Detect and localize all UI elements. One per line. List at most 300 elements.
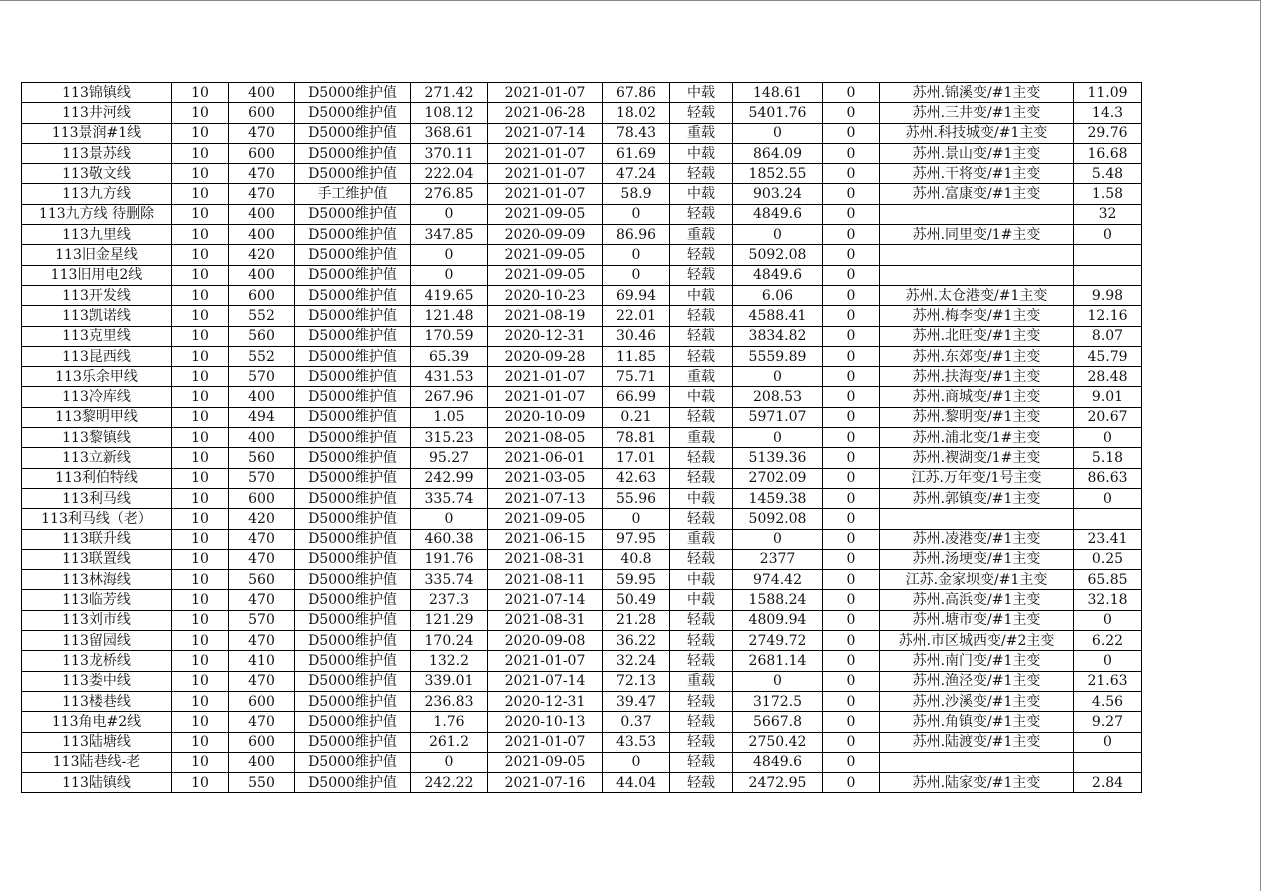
load-level-cell: 重载 [670,123,733,143]
rated-current-cell: 400 [229,204,295,224]
date-cell: 2021-03-05 [488,468,603,488]
load-rate-cell: 42.63 [603,468,670,488]
current-cell: 370.11 [411,143,488,163]
source-cell: D5000维护值 [295,509,411,529]
transformer-cell: 苏州.角镇变/#1主变 [880,712,1074,732]
rated-current-cell: 494 [229,407,295,427]
voltage-cell: 10 [172,103,229,123]
table-row [22,204,1142,224]
source-cell: D5000维护值 [295,387,411,407]
voltage-cell: 10 [172,509,229,529]
line-name-cell: 113利伯特线 [22,468,172,488]
current-cell: 0 [411,509,488,529]
table-row [22,509,1142,529]
line-name-cell: 113乐余甲线 [22,367,172,387]
overload-count-cell: 0 [823,83,880,103]
date-cell: 2021-07-14 [488,671,603,691]
load-level-cell: 轻载 [670,773,733,793]
rated-current-cell: 560 [229,570,295,590]
load-rate-cell: 0 [603,204,670,224]
rated-current-cell: 470 [229,590,295,610]
line-name-cell: 113利马线 [22,488,172,508]
rated-current-cell: 570 [229,468,295,488]
date-cell: 2020-12-31 [488,691,603,711]
source-cell: D5000维护值 [295,468,411,488]
source-cell: D5000维护值 [295,367,411,387]
current-cell: 1.05 [411,407,488,427]
current-cell: 108.12 [411,103,488,123]
overload-count-cell: 0 [823,285,880,305]
source-cell: D5000维护值 [295,164,411,184]
table-row [22,306,1142,326]
current-cell: 191.76 [411,549,488,569]
overload-count-cell: 0 [823,712,880,732]
margin-cell: 2472.95 [733,773,823,793]
overload-count-cell: 0 [823,123,880,143]
load-rate-cell: 78.81 [603,428,670,448]
current-cell: 0 [411,245,488,265]
voltage-cell: 10 [172,184,229,204]
date-cell: 2021-01-07 [488,387,603,407]
rated-current-cell: 400 [229,752,295,772]
overload-count-cell: 0 [823,265,880,285]
margin-cell: 5092.08 [733,245,823,265]
rated-current-cell: 552 [229,306,295,326]
table-row [22,752,1142,772]
load-level-cell: 轻载 [670,448,733,468]
transformer-cell: 苏州.太仓港变/#1主变 [880,285,1074,305]
current-cell: 0 [411,752,488,772]
voltage-cell: 10 [172,610,229,630]
margin-cell: 0 [733,671,823,691]
rated-current-cell: 470 [229,123,295,143]
source-cell: D5000维护值 [295,428,411,448]
current-cell: 121.48 [411,306,488,326]
load-level-cell: 重载 [670,671,733,691]
margin-cell: 2681.14 [733,651,823,671]
voltage-cell: 10 [172,83,229,103]
overload-count-cell: 0 [823,448,880,468]
rated-current-cell: 560 [229,448,295,468]
current-cell: 132.2 [411,651,488,671]
load-level-cell: 重载 [670,529,733,549]
table-row [22,103,1142,123]
margin-cell: 5139.36 [733,448,823,468]
load-level-cell: 轻载 [670,631,733,651]
load-level-cell: 轻载 [670,164,733,184]
transformer-load-cell: 9.01 [1074,387,1142,407]
overload-count-cell: 0 [823,407,880,427]
line-name-cell: 113立新线 [22,448,172,468]
table-row [22,488,1142,508]
current-cell: 0 [411,204,488,224]
date-cell: 2021-09-05 [488,265,603,285]
voltage-cell: 10 [172,590,229,610]
table-row [22,691,1142,711]
transformer-cell: 苏州.三井变/#1主变 [880,103,1074,123]
transformer-load-cell: 8.07 [1074,326,1142,346]
table-row [22,468,1142,488]
source-cell: D5000维护值 [295,204,411,224]
line-name-cell: 113景苏线 [22,143,172,163]
margin-cell: 0 [733,428,823,448]
date-cell: 2021-08-31 [488,549,603,569]
rated-current-cell: 470 [229,671,295,691]
transformer-load-cell: 23.41 [1074,529,1142,549]
date-cell: 2020-12-31 [488,326,603,346]
transformer-load-cell: 29.76 [1074,123,1142,143]
source-cell: D5000维护值 [295,83,411,103]
transformer-cell [880,509,1074,529]
table-row [22,712,1142,732]
voltage-cell: 10 [172,225,229,245]
table-body [22,83,1142,793]
date-cell: 2021-07-13 [488,488,603,508]
transformer-cell: 苏州.高浜变/#1主变 [880,590,1074,610]
overload-count-cell: 0 [823,225,880,245]
voltage-cell: 10 [172,671,229,691]
current-cell: 236.83 [411,691,488,711]
margin-cell: 4849.6 [733,204,823,224]
current-cell: 242.22 [411,773,488,793]
margin-cell: 974.42 [733,570,823,590]
margin-cell: 0 [733,529,823,549]
table-row [22,529,1142,549]
date-cell: 2020-09-08 [488,631,603,651]
voltage-cell: 10 [172,712,229,732]
transformer-load-cell: 0 [1074,428,1142,448]
transformer-load-cell: 28.48 [1074,367,1142,387]
overload-count-cell: 0 [823,164,880,184]
line-name-cell: 113角电#2线 [22,712,172,732]
table-row [22,773,1142,793]
table-row [22,428,1142,448]
source-cell: D5000维护值 [295,326,411,346]
voltage-cell: 10 [172,367,229,387]
data-table [21,82,1142,793]
source-cell: D5000维护值 [295,610,411,630]
load-level-cell: 轻载 [670,549,733,569]
current-cell: 419.65 [411,285,488,305]
line-name-cell: 113九里线 [22,225,172,245]
transformer-cell: 苏州.东郊变/#1主变 [880,346,1074,366]
table-row [22,590,1142,610]
date-cell: 2021-08-05 [488,428,603,448]
overload-count-cell: 0 [823,306,880,326]
transformer-cell: 江苏.金家坝变/#1主变 [880,570,1074,590]
load-level-cell: 中载 [670,83,733,103]
current-cell: 121.29 [411,610,488,630]
table-row [22,631,1142,651]
table-row [22,407,1142,427]
load-level-cell: 重载 [670,367,733,387]
voltage-cell: 10 [172,529,229,549]
current-cell: 170.59 [411,326,488,346]
overload-count-cell: 0 [823,346,880,366]
load-rate-cell: 43.53 [603,732,670,752]
rated-current-cell: 600 [229,103,295,123]
overload-count-cell: 0 [823,367,880,387]
load-rate-cell: 86.96 [603,225,670,245]
load-level-cell: 轻载 [670,103,733,123]
load-rate-cell: 67.86 [603,83,670,103]
transformer-cell: 苏州.浦北变/1#主变 [880,428,1074,448]
transformer-cell: 苏州.黎明变/#1主变 [880,407,1074,427]
table-row [22,225,1142,245]
line-name-cell: 113旧用电2线 [22,265,172,285]
load-rate-cell: 59.95 [603,570,670,590]
margin-cell: 4588.41 [733,306,823,326]
date-cell: 2021-01-07 [488,732,603,752]
line-name-cell: 113九方线 待删除 [22,204,172,224]
current-cell: 339.01 [411,671,488,691]
transformer-load-cell: 2.84 [1074,773,1142,793]
transformer-cell: 苏州.郭镇变/#1主变 [880,488,1074,508]
table-row [22,83,1142,103]
line-name-cell: 113昆西线 [22,346,172,366]
voltage-cell: 10 [172,123,229,143]
transformer-load-cell: 11.09 [1074,83,1142,103]
load-rate-cell: 78.43 [603,123,670,143]
rated-current-cell: 400 [229,83,295,103]
date-cell: 2021-06-28 [488,103,603,123]
load-level-cell: 中载 [670,488,733,508]
load-level-cell: 轻载 [670,651,733,671]
overload-count-cell: 0 [823,671,880,691]
load-rate-cell: 72.13 [603,671,670,691]
overload-count-cell: 0 [823,631,880,651]
load-rate-cell: 61.69 [603,143,670,163]
source-cell: D5000维护值 [295,285,411,305]
rated-current-cell: 400 [229,225,295,245]
load-rate-cell: 22.01 [603,306,670,326]
transformer-cell [880,245,1074,265]
overload-count-cell: 0 [823,468,880,488]
voltage-cell: 10 [172,732,229,752]
voltage-cell: 10 [172,488,229,508]
source-cell: D5000维护值 [295,225,411,245]
date-cell: 2021-09-05 [488,509,603,529]
transformer-cell: 苏州.褉湖变/1#主变 [880,448,1074,468]
load-level-cell: 轻载 [670,306,733,326]
line-name-cell: 113龙桥线 [22,651,172,671]
rated-current-cell: 570 [229,367,295,387]
overload-count-cell: 0 [823,529,880,549]
line-name-cell: 113旧金星线 [22,245,172,265]
rated-current-cell: 420 [229,509,295,529]
transformer-cell: 苏州.同里变/1#主变 [880,225,1074,245]
transformer-load-cell: 14.3 [1074,103,1142,123]
load-rate-cell: 39.47 [603,691,670,711]
line-name-cell: 113井河线 [22,103,172,123]
voltage-cell: 10 [172,387,229,407]
current-cell: 237.3 [411,590,488,610]
voltage-cell: 10 [172,265,229,285]
voltage-cell: 10 [172,164,229,184]
margin-cell: 5667.8 [733,712,823,732]
load-level-cell: 轻载 [670,204,733,224]
overload-count-cell: 0 [823,204,880,224]
load-rate-cell: 21.28 [603,610,670,630]
transformer-load-cell [1074,752,1142,772]
margin-cell: 4849.6 [733,752,823,772]
load-rate-cell: 18.02 [603,103,670,123]
transformer-load-cell: 1.58 [1074,184,1142,204]
source-cell: D5000维护值 [295,773,411,793]
current-cell: 315.23 [411,428,488,448]
table-row [22,164,1142,184]
load-rate-cell: 0.37 [603,712,670,732]
transformer-cell: 苏州.干将变/#1主变 [880,164,1074,184]
overload-count-cell: 0 [823,184,880,204]
rated-current-cell: 400 [229,387,295,407]
load-rate-cell: 0.21 [603,407,670,427]
voltage-cell: 10 [172,346,229,366]
source-cell: D5000维护值 [295,570,411,590]
rated-current-cell: 560 [229,326,295,346]
date-cell: 2020-10-09 [488,407,603,427]
date-cell: 2021-07-14 [488,123,603,143]
source-cell: D5000维护值 [295,752,411,772]
voltage-cell: 10 [172,570,229,590]
transformer-load-cell: 21.63 [1074,671,1142,691]
rated-current-cell: 470 [229,164,295,184]
transformer-load-cell: 0 [1074,651,1142,671]
transformer-load-cell [1074,509,1142,529]
overload-count-cell: 0 [823,651,880,671]
current-cell: 335.74 [411,570,488,590]
overload-count-cell: 0 [823,590,880,610]
source-cell: D5000维护值 [295,143,411,163]
current-cell: 271.42 [411,83,488,103]
load-level-cell: 轻载 [670,346,733,366]
transformer-load-cell: 5.48 [1074,164,1142,184]
line-name-cell: 113凯诺线 [22,306,172,326]
transformer-load-cell: 0 [1074,610,1142,630]
overload-count-cell: 0 [823,610,880,630]
source-cell: 手工维护值 [295,184,411,204]
table-row [22,245,1142,265]
line-name-cell: 113冷库线 [22,387,172,407]
line-name-cell: 113刘市线 [22,610,172,630]
table-row [22,651,1142,671]
overload-count-cell: 0 [823,732,880,752]
transformer-load-cell: 0 [1074,732,1142,752]
overload-count-cell: 0 [823,509,880,529]
line-name-cell: 113九方线 [22,184,172,204]
date-cell: 2021-07-14 [488,590,603,610]
margin-cell: 4809.94 [733,610,823,630]
table-row [22,326,1142,346]
line-name-cell: 113娄中线 [22,671,172,691]
load-level-cell: 轻载 [670,691,733,711]
transformer-cell: 苏州.塘市变/#1主变 [880,610,1074,630]
transformer-cell: 苏州.渔泾变/#1主变 [880,671,1074,691]
load-level-cell: 轻载 [670,245,733,265]
load-level-cell: 轻载 [670,468,733,488]
table-row [22,610,1142,630]
line-name-cell: 113开发线 [22,285,172,305]
load-level-cell: 中载 [670,285,733,305]
load-rate-cell: 55.96 [603,488,670,508]
voltage-cell: 10 [172,326,229,346]
current-cell: 0 [411,265,488,285]
overload-count-cell: 0 [823,326,880,346]
date-cell: 2021-06-15 [488,529,603,549]
source-cell: D5000维护值 [295,103,411,123]
voltage-cell: 10 [172,631,229,651]
load-level-cell: 轻载 [670,610,733,630]
date-cell: 2021-01-07 [488,184,603,204]
source-cell: D5000维护值 [295,346,411,366]
voltage-cell: 10 [172,285,229,305]
table-row [22,123,1142,143]
table-row [22,143,1142,163]
source-cell: D5000维护值 [295,671,411,691]
margin-cell: 1852.55 [733,164,823,184]
transformer-cell: 苏州.科技城变/#1主变 [880,123,1074,143]
source-cell: D5000维护值 [295,245,411,265]
source-cell: D5000维护值 [295,590,411,610]
load-rate-cell: 0 [603,245,670,265]
load-rate-cell: 0 [603,509,670,529]
current-cell: 170.24 [411,631,488,651]
current-cell: 267.96 [411,387,488,407]
voltage-cell: 10 [172,752,229,772]
rated-current-cell: 550 [229,773,295,793]
transformer-load-cell: 0.25 [1074,549,1142,569]
load-rate-cell: 75.71 [603,367,670,387]
load-rate-cell: 97.95 [603,529,670,549]
rated-current-cell: 400 [229,428,295,448]
current-cell: 1.76 [411,712,488,732]
date-cell: 2021-09-05 [488,204,603,224]
load-level-cell: 轻载 [670,326,733,346]
current-cell: 431.53 [411,367,488,387]
rated-current-cell: 600 [229,732,295,752]
margin-cell: 3834.82 [733,326,823,346]
margin-cell: 2750.42 [733,732,823,752]
current-cell: 368.61 [411,123,488,143]
transformer-load-cell: 32 [1074,204,1142,224]
line-name-cell: 113克里线 [22,326,172,346]
transformer-load-cell: 20.67 [1074,407,1142,427]
table-row [22,285,1142,305]
current-cell: 65.39 [411,346,488,366]
rated-current-cell: 600 [229,143,295,163]
date-cell: 2021-08-31 [488,610,603,630]
date-cell: 2021-08-11 [488,570,603,590]
margin-cell: 0 [733,123,823,143]
rated-current-cell: 470 [229,529,295,549]
line-name-cell: 113联升线 [22,529,172,549]
line-name-cell: 113锦镇线 [22,83,172,103]
load-rate-cell: 69.94 [603,285,670,305]
margin-cell: 903.24 [733,184,823,204]
margin-cell: 4849.6 [733,265,823,285]
overload-count-cell: 0 [823,245,880,265]
source-cell: D5000维护值 [295,529,411,549]
margin-cell: 1588.24 [733,590,823,610]
table-row [22,732,1142,752]
source-cell: D5000维护值 [295,631,411,651]
date-cell: 2021-08-19 [488,306,603,326]
voltage-cell: 10 [172,651,229,671]
transformer-load-cell: 45.79 [1074,346,1142,366]
load-rate-cell: 47.24 [603,164,670,184]
transformer-cell: 苏州.商城变/#1主变 [880,387,1074,407]
line-name-cell: 113敬文线 [22,164,172,184]
